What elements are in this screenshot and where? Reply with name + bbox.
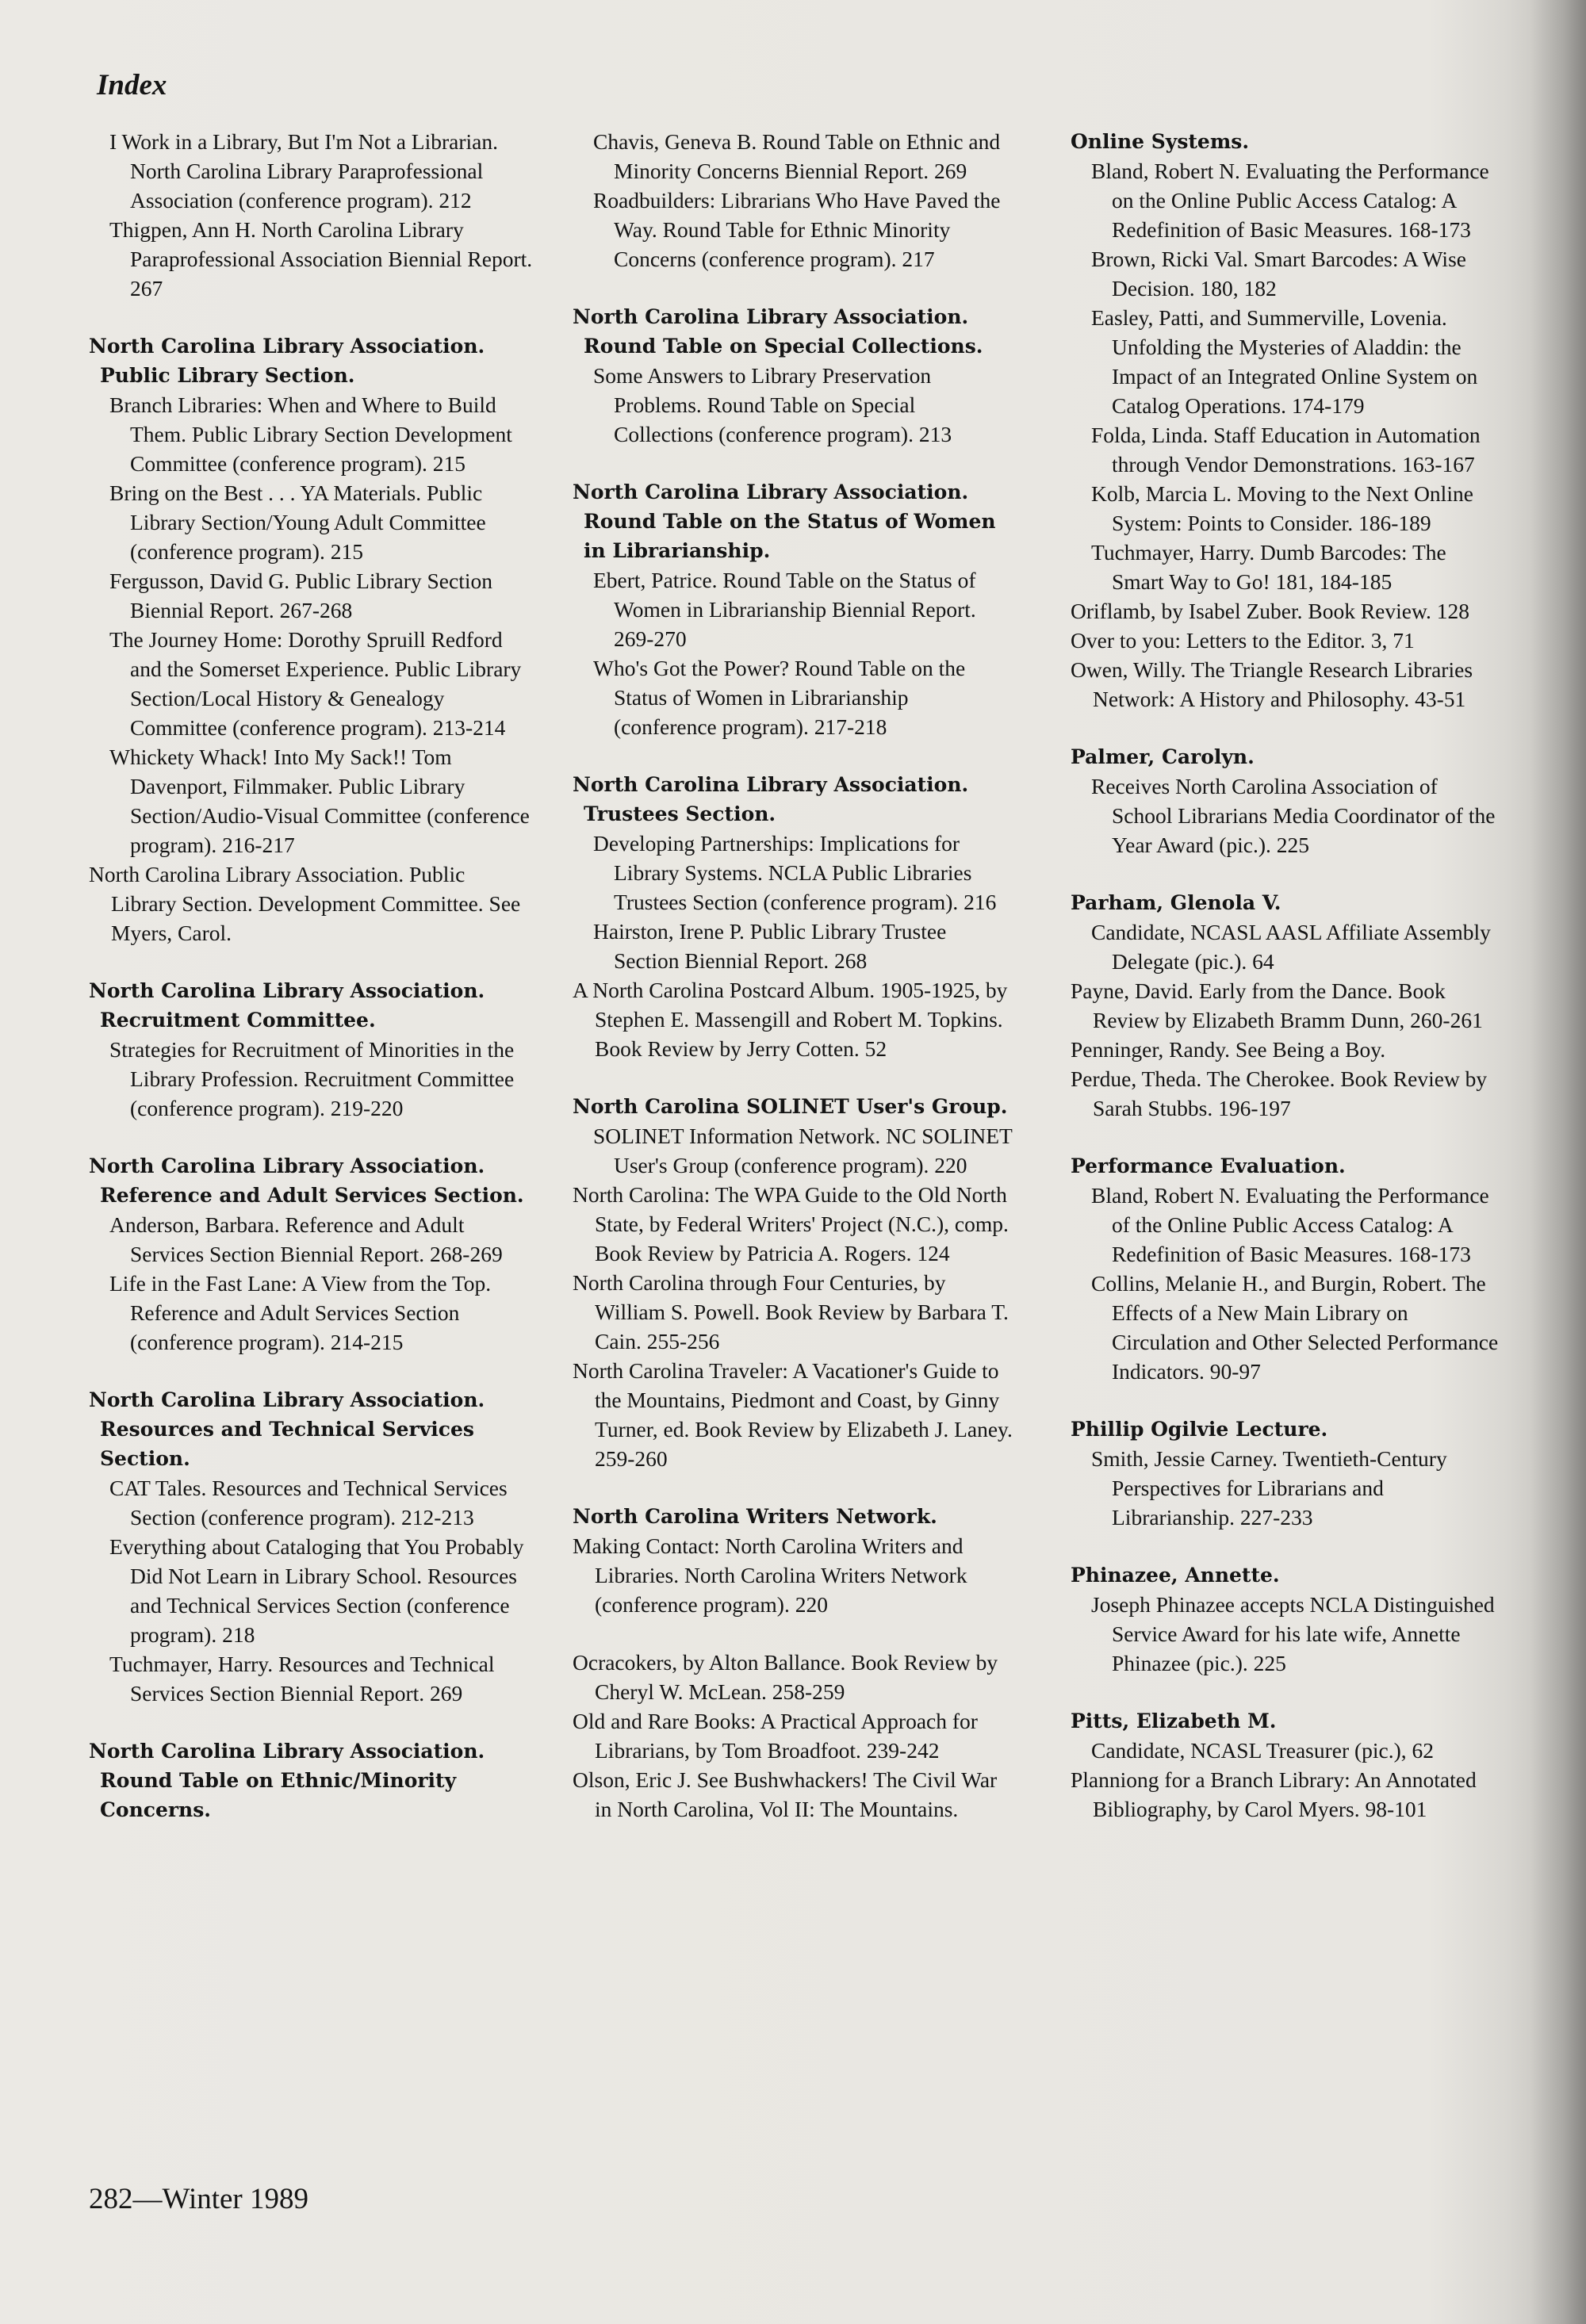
index-entry: Anderson, Barbara. Reference and Adult Services Section Biennial Report. 268-269 <box>109 1212 503 1266</box>
index-section <box>1071 1560 1503 1678</box>
index-section <box>1071 888 1503 1123</box>
index-heading: Palmer, Carolyn. <box>1071 745 1255 768</box>
index-entry: Strategies for Recruitment of Minorities in the Library Profession. Recruitment Committee (conference program). 219-220 <box>109 1037 515 1120</box>
column-1 <box>89 127 533 1824</box>
index-heading: North Carolina Library Association. Public Library Section. <box>89 335 485 387</box>
index-section <box>573 770 1017 1063</box>
index-entry: A North Carolina Postcard Album. 1905-1925, by Stephen E. Massengill and Robert M. Topkins. Book Review by Jerry Cotten. 52 <box>573 978 1008 1061</box>
index-entry: Easley, Patti, and Summerville, Lovenia. Unfolding the Mysteries of Aladdin: the Impact of an Integrated Online System on Catalog Operations. 174-179 <box>1091 305 1478 418</box>
index-entry: Tuchmayer, Harry. Resources and Technical Services Section Biennial Report. 269 <box>109 1652 495 1706</box>
index-entry: Whickety Whack! Into My Sack!! Tom Davenport, Filmmaker. Public Library Section/Audio-Visual Committee (conference program). 216-217 <box>109 745 530 857</box>
index-entry: Payne, David. Early from the Dance. Book Review by Elizabeth Bramm Dunn, 260-261 <box>1071 978 1483 1032</box>
index-heading: Phillip Ogilvie Lecture. <box>1071 1418 1328 1441</box>
index-section <box>573 1502 1017 1619</box>
index-heading: North Carolina SOLINET User's Group. <box>573 1095 1008 1118</box>
index-entry: Roadbuilders: Librarians Who Have Paved the Way. Round Table for Ethnic Minority Concerns (conference program). 217 <box>593 188 1001 271</box>
page-footer: 282—Winter 1989 <box>89 2183 308 2215</box>
index-section <box>1071 1415 1503 1532</box>
page-edge-shadow <box>1530 0 1586 2324</box>
index-section <box>89 976 533 1123</box>
index-heading: Phinazee, Annette. <box>1071 1564 1280 1587</box>
page-title: Index <box>97 69 167 101</box>
index-entry: Bland, Robert N. Evaluating the Performance of the Online Public Access Catalog: A Redefinition of Basic Measures. 168-173 <box>1091 1183 1489 1266</box>
index-entry: I Work in a Library, But I'm Not a Librarian. North Carolina Library Paraprofessional Association (conference program). 212 <box>109 129 498 212</box>
index-heading: Online Systems. <box>1071 130 1250 153</box>
index-section <box>573 477 1017 741</box>
index-entry: Olson, Eric J. See Bushwhackers! The Civil War in North Carolina, Vol II: The Mountains. <box>573 1767 998 1821</box>
index-heading: Performance Evaluation. <box>1071 1154 1346 1177</box>
index-entry: Branch Libraries: When and Where to Build Them. Public Library Section Development Committee (conference program). 215 <box>109 392 512 476</box>
index-entry: Folda, Linda. Staff Education in Automation through Vendor Demonstrations. 163-167 <box>1091 423 1481 477</box>
index-entry: North Carolina: The WPA Guide to the Old North State, by Federal Writers' Project (N.C.), comp. Book Review by Patricia A. Rogers. 124 <box>573 1182 1009 1265</box>
index-entry: Tuchmayer, Harry. Dumb Barcodes: The Smart Way to Go! 181, 184-185 <box>1091 540 1446 594</box>
index-entry: Thigpen, Ann H. North Carolina Library Paraprofessional Association Biennial Report. 267 <box>109 217 533 301</box>
index-entry: Bring on the Best . . . YA Materials. Public Library Section/Young Adult Committee (conference program). 215 <box>109 480 486 564</box>
index-entry: Hairston, Irene P. Public Library Trustee Section Biennial Report. 268 <box>593 919 947 973</box>
index-entry: SOLINET Information Network. NC SOLINET User's Group (conference program). 220 <box>593 1124 1013 1177</box>
index-entry: Fergusson, David G. Public Library Section Biennial Report. 267-268 <box>109 569 492 622</box>
index-section <box>573 1648 1017 1824</box>
index-entry: Candidate, NCASL AASL Affiliate Assembly Delegate (pic.). 64 <box>1091 920 1491 974</box>
index-entry: Brown, Ricki Val. Smart Barcodes: A Wise Decision. 180, 182 <box>1091 247 1466 301</box>
index-entry: Joseph Phinazee accepts NCLA Distinguished Service Award for his late wife, Annette Phinazee (pic.). 225 <box>1091 1592 1495 1675</box>
index-section <box>89 127 533 303</box>
index-entry: Chavis, Geneva B. Round Table on Ethnic and Minority Concerns Biennial Report. 269 <box>593 129 1001 183</box>
index-heading: North Carolina Library Association. Round Table on the Status of Women in Librarianship. <box>573 480 996 562</box>
index-entry: Bland, Robert N. Evaluating the Performance on the Online Public Access Catalog: A Redefinition of Basic Measures. 168-173 <box>1091 159 1489 242</box>
index-entry: Everything about Cataloging that You Probably Did Not Learn in Library School. Resources and Technical Services Section (conference program). 218 <box>109 1534 524 1647</box>
index-entry: Ebert, Patrice. Round Table on the Status of Women in Librarianship Biennial Report. 269-270 <box>593 568 976 651</box>
index-entry: Who's Got the Power? Round Table on the Status of Women in Librarianship (conference program). 217-218 <box>593 656 966 739</box>
index-entry: Receives North Carolina Association of School Librarians Media Coordinator of the Year Award (pic.). 225 <box>1091 774 1496 857</box>
index-section <box>1071 1706 1503 1824</box>
index-entry: North Carolina Library Association. Public Library Section. Development Committee. See Myers, Carol. <box>89 862 521 945</box>
index-section <box>89 1151 533 1357</box>
index-section <box>573 127 1017 274</box>
index-entry: Some Answers to Library Preservation Problems. Round Table on Special Collections (conference program). 213 <box>593 363 952 446</box>
index-heading: Parham, Glenola V. <box>1071 891 1281 914</box>
index-section <box>573 302 1017 449</box>
index-entry: Over to you: Letters to the Editor. 3, 71 <box>1071 628 1415 653</box>
index-heading: North Carolina Library Association. Trustees Section. <box>573 773 969 825</box>
index-entry: Kolb, Marcia L. Moving to the Next Online System: Points to Consider. 186-189 <box>1091 481 1473 535</box>
index-section <box>1071 742 1503 860</box>
index-heading: North Carolina Library Association. Reference and Adult Services Section. <box>89 1154 524 1207</box>
index-entry: Ocracokers, by Alton Ballance. Book Review by Cheryl W. McLean. 258-259 <box>573 1650 998 1704</box>
index-heading: North Carolina Library Association. Resources and Technical Services Section. <box>89 1388 485 1470</box>
index-entry: Collins, Melanie H., and Burgin, Robert. The Effects of a New Main Library on Circulation and Other Selected Performance Indicators. 90-97 <box>1091 1271 1499 1384</box>
index-entry: Developing Partnerships: Implications for Library Systems. NCLA Public Libraries Trustees Section (conference program). 216 <box>593 831 997 914</box>
index-section <box>89 1736 533 1824</box>
index-heading: North Carolina Writers Network. <box>573 1505 937 1528</box>
column-3 <box>1071 127 1503 1824</box>
index-heading: Pitts, Elizabeth M. <box>1071 1709 1277 1732</box>
index-section <box>1071 127 1503 714</box>
index-section <box>89 331 533 948</box>
index-section <box>89 1385 533 1708</box>
index-section <box>1071 1151 1503 1386</box>
index-entry: Old and Rare Books: A Practical Approach for Librarians, by Tom Broadfoot. 239-242 <box>573 1709 978 1763</box>
index-entry: North Carolina Traveler: A Vacationer's Guide to the Mountains, Piedmont and Coast, by Ginny Turner, ed. Book Review by Elizabeth J. Laney. 259-260 <box>573 1358 1013 1471</box>
column-2 <box>573 127 1017 1824</box>
index-section <box>573 1092 1017 1473</box>
index-heading: North Carolina Library Association. Round Table on Special Collections. <box>573 305 983 358</box>
index-entry: Smith, Jessie Carney. Twentieth-Century Perspectives for Librarians and Librarianship. 227-233 <box>1091 1446 1447 1530</box>
index-entry: Making Contact: North Carolina Writers and Libraries. North Carolina Writers Network (conference program). 220 <box>573 1533 967 1617</box>
index-heading: North Carolina Library Association. Round Table on Ethnic/Minority Concerns. <box>89 1740 485 1821</box>
index-entry: North Carolina through Four Centuries, by William S. Powell. Book Review by Barbara T. Cain. 255-256 <box>573 1270 1009 1353</box>
index-entry: Life in the Fast Lane: A View from the Top. Reference and Adult Services Section (conference program). 214-215 <box>109 1271 492 1354</box>
index-entry: Oriflamb, by Isabel Zuber. Book Review. 128 <box>1071 599 1470 623</box>
index-entry: The Journey Home: Dorothy Spruill Redford and the Somerset Experience. Public Library Section/Local History & Genealogy Committee (conference program). 213-214 <box>109 627 522 740</box>
index-entry: Perdue, Theda. The Cherokee. Book Review by Sarah Stubbs. 196-197 <box>1071 1066 1488 1120</box>
index-entry: Planniong for a Branch Library: An Annotated Bibliography, by Carol Myers. 98-101 <box>1071 1767 1477 1821</box>
index-entry: Owen, Willy. The Triangle Research Libraries Network: A History and Philosophy. 43-51 <box>1071 657 1473 711</box>
index-heading: North Carolina Library Association. Recruitment Committee. <box>89 979 485 1032</box>
index-entry: CAT Tales. Resources and Technical Services Section (conference program). 212-213 <box>109 1476 508 1530</box>
index-entry: Candidate, NCASL Treasurer (pic.), 62 <box>1091 1738 1435 1763</box>
index-entry: Penninger, Randy. See Being a Boy. <box>1071 1037 1386 1062</box>
